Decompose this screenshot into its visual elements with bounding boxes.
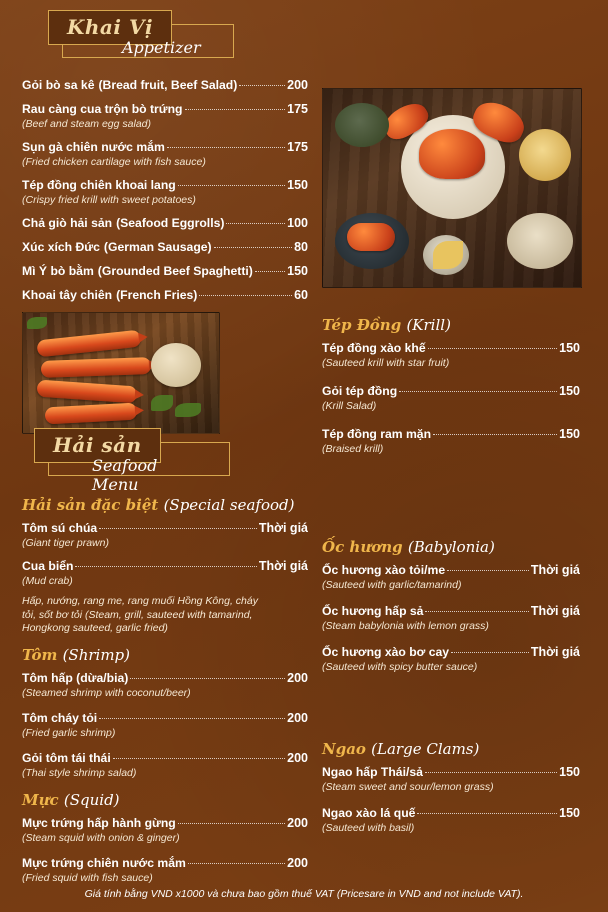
starfish xyxy=(433,241,463,269)
item-price: 150 xyxy=(559,384,580,398)
seafood-table-photo xyxy=(322,88,582,288)
menu-item[interactable] xyxy=(22,102,308,131)
item-name: Gỏi tôm tái thái xyxy=(22,750,111,765)
category-title-squid xyxy=(22,791,308,809)
menu-item[interactable] xyxy=(22,264,308,279)
category-title-vn: Ốc hương xyxy=(322,538,403,556)
item-name: Ngao hấp Thái/sả xyxy=(322,765,423,779)
menu-item[interactable] xyxy=(22,78,308,93)
item-subtitle: (Crispy fried krill with sweet potatoes) xyxy=(22,194,196,206)
item-subtitle: (Fried squid with fish sauce) xyxy=(22,871,153,884)
menu-item[interactable] xyxy=(322,765,580,794)
herb-leaf xyxy=(175,403,201,417)
section-title-en-appetizer: Appetizer xyxy=(122,38,201,57)
herb-leaf xyxy=(151,395,173,411)
leader-dots xyxy=(226,223,285,224)
leader-dots xyxy=(99,718,285,719)
menu-item[interactable] xyxy=(22,178,308,207)
item-price: 175 xyxy=(287,102,308,116)
item-subtitle: (Fried chicken cartilage with fish sauce) xyxy=(22,156,206,168)
leader-dots xyxy=(447,570,529,571)
leader-dots xyxy=(425,772,557,773)
item-price: Thời giá xyxy=(530,563,580,577)
item-subtitle: (Sauteed with garlic/tamarind) xyxy=(322,579,462,591)
item-name-paren: (French Fries) xyxy=(116,288,198,302)
item-name-paren: (German Sausage) xyxy=(103,240,212,254)
sauce-bowl xyxy=(519,129,571,181)
bowl xyxy=(507,213,573,269)
item-name: Chả giò hải sản xyxy=(22,216,113,230)
item-price: 150 xyxy=(559,341,580,355)
menu-item[interactable] xyxy=(22,216,308,231)
item-price: 100 xyxy=(287,216,308,230)
menu-item[interactable] xyxy=(322,563,580,592)
leader-dots xyxy=(178,823,285,824)
item-name: Tôm cháy tỏi xyxy=(22,710,98,725)
item-price: Thời giá xyxy=(258,521,308,535)
item-price: 200 xyxy=(287,78,308,92)
leader-dots xyxy=(255,271,285,272)
footer-note: Giá tính bằng VND x1000 và chưa bao gồm thuế VAT (Pricesare in VND and not include VAT). xyxy=(84,888,524,900)
category-title-en: (Krill) xyxy=(406,316,451,334)
item-name-paren: (Seafood Eggrolls) xyxy=(116,216,225,230)
item-name: Ốc hương hấp sả xyxy=(322,604,424,618)
item-name: Mì Ý bò bằm xyxy=(22,264,94,278)
sauce-bowl xyxy=(151,343,201,387)
item-name: Mực trứng chiên nước mắm xyxy=(22,855,186,870)
item-subtitle: (Steam babylonia with lemon grass) xyxy=(322,620,489,632)
category-title-clams xyxy=(322,740,580,758)
menu-item[interactable] xyxy=(322,645,580,674)
clams-list xyxy=(322,740,580,844)
menu-item[interactable] xyxy=(22,751,308,780)
item-price: 200 xyxy=(287,855,308,870)
menu-item[interactable] xyxy=(22,671,308,700)
item-price: Thời giá xyxy=(258,559,308,573)
menu-item[interactable] xyxy=(22,521,308,550)
item-subtitle: (Beef and steam egg salad) xyxy=(22,118,151,130)
category-title-en: (Squid) xyxy=(63,790,120,809)
item-price: 200 xyxy=(287,750,308,765)
leader-dots xyxy=(99,528,257,529)
menu-item[interactable] xyxy=(322,604,580,633)
menu-item[interactable] xyxy=(322,806,580,835)
item-price: 200 xyxy=(287,710,308,725)
item-price: 60 xyxy=(294,288,308,302)
item-name: Xúc xích Đức xyxy=(22,240,100,254)
item-name-paren: (Grounded Beef Spaghetti) xyxy=(97,264,253,278)
item-name: Ngao xào lá quế xyxy=(322,806,416,820)
crab xyxy=(419,129,485,179)
leader-dots xyxy=(399,391,557,392)
item-name: Gỏi tép đồng xyxy=(322,384,398,398)
item-subtitle: (Braised krill) xyxy=(322,443,384,455)
menu-item[interactable] xyxy=(22,140,308,169)
appetizer-list xyxy=(22,78,308,312)
item-subtitle: (Mud crab) xyxy=(22,575,73,587)
category-title-vn: Hải sản đặc biệt xyxy=(22,496,159,514)
leader-dots xyxy=(433,434,557,435)
leader-dots xyxy=(113,758,285,759)
menu-item[interactable] xyxy=(22,288,308,303)
menu-item[interactable] xyxy=(22,711,308,740)
item-name: Tép đồng ram mặn xyxy=(322,427,432,441)
krill-list xyxy=(322,316,580,465)
item-price: 200 xyxy=(287,670,308,685)
item-price: 150 xyxy=(559,427,580,441)
leader-dots xyxy=(428,348,558,349)
menu-item[interactable] xyxy=(22,240,308,255)
section-title-vn-seafood: Hải sản xyxy=(34,428,161,463)
leader-dots xyxy=(199,295,292,296)
menu-item[interactable] xyxy=(22,816,308,845)
special-seafood-note: Hấp, nướng, rang me, rang muối Hồng Kông, cháy tỏi, sốt bơ tỏi (Steam, grill, sauteed with tamarind, Hongkong sauteed, garlic fried) xyxy=(22,595,258,634)
item-price: 175 xyxy=(287,140,308,154)
category-title-vn: Mực xyxy=(22,790,59,809)
babylonia-list xyxy=(322,538,580,683)
menu-item[interactable] xyxy=(322,427,580,456)
item-name: Cua biển xyxy=(22,559,74,573)
item-subtitle: (Fried garlic shrimp) xyxy=(22,726,116,739)
item-name: Tôm hấp (dừa/bia) xyxy=(22,670,129,685)
menu-item[interactable] xyxy=(322,341,580,370)
leader-dots xyxy=(239,85,285,86)
section-header-seafood xyxy=(34,428,161,494)
section-title-en-seafood: Seafood Menu xyxy=(92,456,158,494)
section-title-vn-appetizer: Khai Vị xyxy=(48,10,172,45)
section-header-appetizer xyxy=(48,10,201,57)
menu-item[interactable] xyxy=(22,559,308,588)
item-name: Tép đồng xào khế xyxy=(322,341,426,355)
category-title-en: (Shrimp) xyxy=(62,645,130,664)
leader-dots xyxy=(214,247,292,248)
category-title-vn: Tép Đồng xyxy=(322,316,402,334)
leader-dots xyxy=(185,109,286,110)
item-subtitle: (Sauteed krill with star fruit) xyxy=(322,357,450,369)
greens-bowl xyxy=(335,103,389,147)
category-title-special-seafood xyxy=(22,496,308,514)
item-subtitle: (Giant tiger prawn) xyxy=(22,537,109,549)
item-subtitle: (Sauteed with basil) xyxy=(322,822,415,834)
herb-leaf xyxy=(27,317,47,329)
item-price: Thời giá xyxy=(530,645,580,659)
category-title-vn: Ngao xyxy=(322,740,366,758)
menu-item[interactable] xyxy=(322,384,580,413)
category-title-en: (Babylonia) xyxy=(407,538,495,556)
item-name: Ốc hương xào bơ cay xyxy=(322,645,450,659)
item-price: Thời giá xyxy=(530,604,580,618)
item-subtitle: (Krill Salad) xyxy=(322,400,377,412)
lobster xyxy=(347,223,395,251)
item-name: Ốc hương xào tỏi/me xyxy=(322,563,446,577)
item-price: 150 xyxy=(559,765,580,779)
item-name: Mực trứng hấp hành gừng xyxy=(22,815,176,830)
leader-dots xyxy=(130,678,285,679)
category-title-vn: Tôm xyxy=(22,645,58,664)
category-title-en: (Large Clams) xyxy=(371,740,480,758)
seafood-left-column xyxy=(22,496,308,894)
category-title-en: (Special seafood) xyxy=(163,496,295,514)
grilled-shrimp-photo xyxy=(22,312,220,434)
item-name: Rau càng cua trộn bò trứng xyxy=(22,102,183,116)
item-subtitle: (Steamed shrimp with coconut/beer) xyxy=(22,686,191,699)
item-subtitle: (Steam squid with onion & ginger) xyxy=(22,831,180,844)
item-name-paren: (Bread fruit, Beef Salad) xyxy=(98,78,238,92)
item-name: Tôm sú chúa xyxy=(22,521,98,535)
leader-dots xyxy=(417,813,557,814)
menu-item[interactable] xyxy=(22,856,308,885)
item-name: Gỏi bò sa kê xyxy=(22,78,95,92)
item-name: Khoai tây chiên xyxy=(22,288,113,302)
item-price: 150 xyxy=(287,264,308,278)
item-subtitle: (Sauteed with spicy butter sauce) xyxy=(322,661,478,673)
item-price: 80 xyxy=(294,240,308,254)
leader-dots xyxy=(188,863,285,864)
item-price: 150 xyxy=(559,806,580,820)
leader-dots xyxy=(178,185,285,186)
item-price: 200 xyxy=(287,815,308,830)
item-price: 150 xyxy=(287,178,308,192)
item-subtitle: (Steam sweet and sour/lemon grass) xyxy=(322,781,494,793)
leader-dots xyxy=(167,147,285,148)
leader-dots xyxy=(425,611,528,612)
item-subtitle: (Thai style shrimp salad) xyxy=(22,766,137,779)
category-title-shrimp xyxy=(22,646,308,664)
item-name: Tép đồng chiên khoai lang xyxy=(22,178,176,192)
category-title-krill xyxy=(322,316,580,334)
leader-dots xyxy=(75,566,256,567)
item-name: Sụn gà chiên nước mắm xyxy=(22,140,165,154)
category-title-babylonia xyxy=(322,538,580,556)
leader-dots xyxy=(451,652,529,653)
